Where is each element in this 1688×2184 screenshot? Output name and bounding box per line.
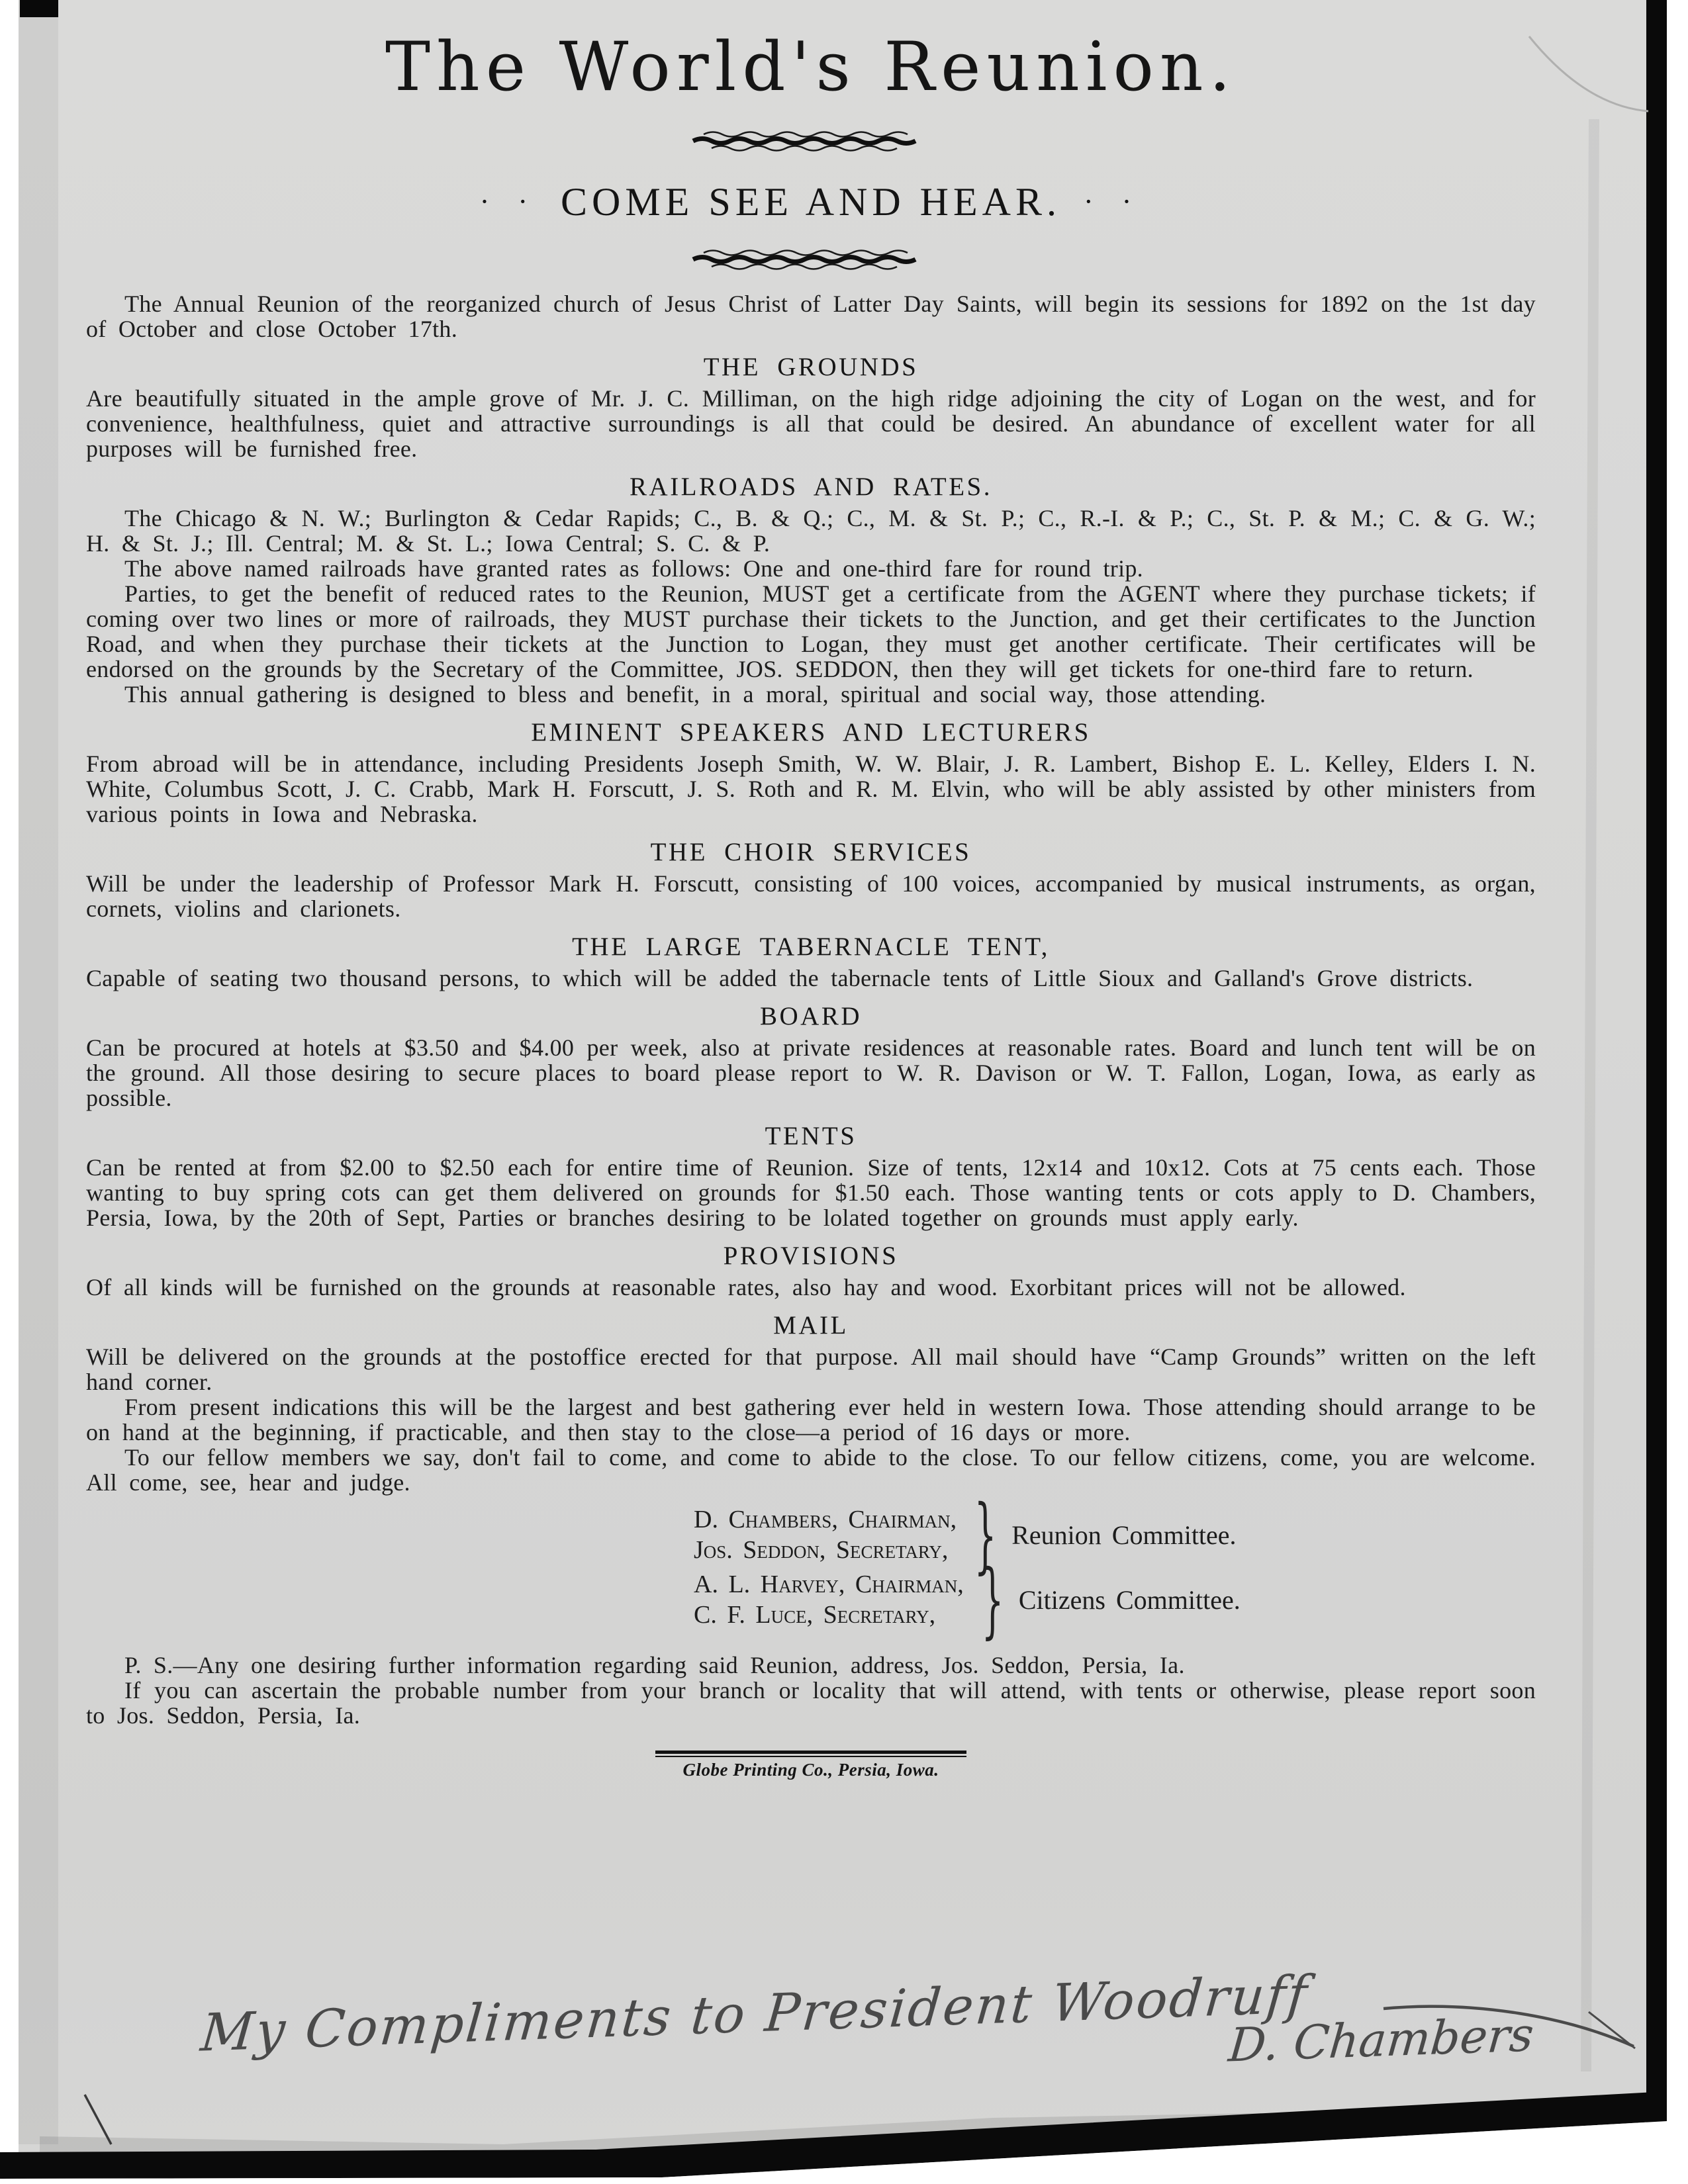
paragraph-invitation: To our fellow members we say, don't fail to come, and come to abide to the close. To our fellow citizens, come, you are welcome. All come, see, hear and judge. — [86, 1444, 1536, 1496]
committee-member: Jos. Seddon, Secretary, — [694, 1536, 949, 1564]
scan-right-edge-band — [1646, 0, 1667, 2141]
section-heading-tents: TENTS — [765, 1122, 857, 1150]
paragraph-board: Can be procured at hotels at $3.50 and $4.00 per week, also at private residences at reasonable rates. Board and lunch tent will be on the ground. All those desiring to secure places to board please report to W. R. Davison or W. T. Fallon, Logan, Iowa, as early as possible. — [86, 1034, 1536, 1111]
postscript-line-1: P. S.—Any one desiring further information regarding said Reunion, address, Jos. Seddon, Persia, Ia. — [124, 1652, 1185, 1678]
paragraph-tabernacle: Capable of seating two thousand persons, to which will be added the tabernacle tents of Little Sioux and Galland's Grove districts. — [86, 965, 1474, 991]
postscript-line-2: If you can ascertain the probable number from your branch or locality that will attend, with tents or otherwise, please report soon to Jos. Seddon, Persia, Ia. — [86, 1677, 1536, 1729]
printer-credit — [86, 1751, 1536, 1780]
handwritten-signature: D. Chambers — [1226, 2007, 1536, 2073]
paragraph-mail: Will be delivered on the grounds at the postoffice erected for that purpose. All mail should have “Camp Grounds” written on the left hand corner. — [86, 1343, 1536, 1395]
committee-member: C. F. Luce, Secretary, — [694, 1601, 936, 1629]
handwritten-compliments: My Compliments to President Woodruff — [198, 1964, 1311, 2064]
paragraph-tents: Can be rented at from $2.00 to $2.50 each for entire time of Reunion. Size of tents, 12x14 and 10x12. Cots at 75 cents each. Those wanting to buy spring cots can get them delivered on grounds for $1.50 each. Those wanting tents or cots apply to D. Chambers, Persia, Iowa, by the 20th of Sept, Parties or branches desiring to be lolated together on grounds must apply early. — [86, 1154, 1536, 1231]
citizens-committee-names — [694, 1569, 964, 1630]
paragraph-grounds: Are beautifully situated in the ample grove of Mr. J. C. Milliman, on the high ridge adjoining the city of Logan on the west, and for convenience, healthfulness, quiet and attractive surroundings is all that could be desired. An abundance of excellent water for all purposes will be furnished free. — [86, 385, 1536, 462]
paragraph-choir: Will be under the leadership of Professor Mark H. Forscutt, consisting of 100 voices, accompanied by musical instruments, as organ, cornets, violins and clarionets. — [86, 870, 1536, 922]
section-heading-provisions: PROVISIONS — [723, 1242, 899, 1270]
committee-member: A. L. Harvey, Chairman, — [694, 1570, 964, 1598]
document-subtitle — [86, 179, 1536, 225]
paragraph-largest-gathering: From present indications this will be the largest and best gathering ever held in western Iowa. Those attending should arrange to be on hand at the beginning, if practicable, and then stay to the close—a period of 16 days or more. — [86, 1394, 1536, 1445]
citizens-committee-group — [694, 1551, 1536, 1648]
committee-member: D. Chambers, Chairman, — [694, 1506, 957, 1533]
page-title: The World's Reunion. — [385, 28, 1237, 107]
reunion-committee-group — [694, 1486, 1536, 1583]
section-heading-board: BOARD — [759, 1002, 863, 1030]
paragraph-railroad-list: The Chicago & N. W.; Burlington & Cedar Rapids; C., B. & Q.; C., M. & St. P.; C., R.-I. & P.; C., St. P. & M.; C. & G. W.; H. & St. J.; Ill. Central; M. & St. L.; Iowa Central; S. C. & P. — [86, 505, 1536, 557]
section-heading-grounds: THE GROUNDS — [703, 353, 919, 381]
printer-credit-text: Globe Printing Co., Persia, Iowa. — [682, 1760, 939, 1780]
intro-paragraph: The Annual Reunion of the reorganized church of Jesus Christ of Latter Day Saints, will begin its sessions for 1892 on the 1st day of October and close October 17th. — [86, 291, 1536, 342]
section-heading-mail: MAIL — [773, 1311, 849, 1340]
committee-signatures — [86, 1486, 1536, 1648]
paragraph-annual-gathering: This annual gathering is designed to bless and benefit, in a moral, spiritual and social way, those attending. — [124, 681, 1266, 707]
scan-corner-mark — [20, 0, 58, 17]
section-heading-speakers: EMINENT SPEAKERS AND LECTURERS — [531, 718, 1091, 747]
document-content — [86, 0, 1536, 1780]
reunion-committee-names — [694, 1504, 957, 1565]
subtitle-text: COME SEE AND HEAR. — [560, 180, 1062, 224]
paragraph-certificates: Parties, to get the benefit of reduced rates to the Reunion, MUST get a certificate from the AGENT where they purchase tickets; if coming over two lines or more of railroads, they MUST purchase their tickets to the Junction, and get their certificates to the Junction Road, and when they purchase their tickets at the Junction to Logan, they must get another certificate. Their certificates will be endorsed on the grounds by the Secretary of the Committee, JOS. SEDDON, then they will get tickets for one-third fare to return. — [86, 580, 1536, 682]
section-heading-railroads: RAILROADS AND RATES. — [630, 473, 992, 501]
paragraph-speakers: From abroad will be in attendance, including Presidents Joseph Smith, W. W. Blair, J. R. Lambert, Bishop E. L. Kelley, Elders I. N. White, Columbus Scott, J. C. Crabb, Mark H. Forscutt, J. S. Roth and R. M. Elvin, who will be ably assisted by other ministers from various points in Iowa and Nebraska. — [86, 751, 1536, 827]
section-heading-choir: THE CHOIR SERVICES — [650, 838, 972, 866]
subtitle-dots-left: · · — [479, 185, 538, 218]
citizens-committee-label: Citizens Committee. — [1018, 1584, 1241, 1615]
postscript-block — [86, 1653, 1536, 1728]
brace-glyph: } — [981, 1551, 1004, 1648]
wavy-divider-top — [692, 129, 930, 153]
section-heading-tabernacle: THE LARGE TABERNACLE TENT, — [572, 933, 1050, 961]
paragraph-provisions: Of all kinds will be furnished on the grounds at reasonable rates, also hay and wood. Exorbitant prices will not be allowed. — [86, 1274, 1406, 1300]
printer-rule — [655, 1751, 966, 1757]
paragraph-railroad-rates: The above named railroads have granted rates as follows: One and one-third fare for round trip. — [124, 555, 1143, 582]
brace-glyph: } — [974, 1486, 997, 1583]
reunion-committee-label: Reunion Committee. — [1011, 1520, 1237, 1550]
subtitle-dots-right: · · — [1084, 185, 1143, 218]
scan-left-shadow — [19, 0, 58, 2144]
wavy-divider-bottom — [692, 248, 930, 271]
